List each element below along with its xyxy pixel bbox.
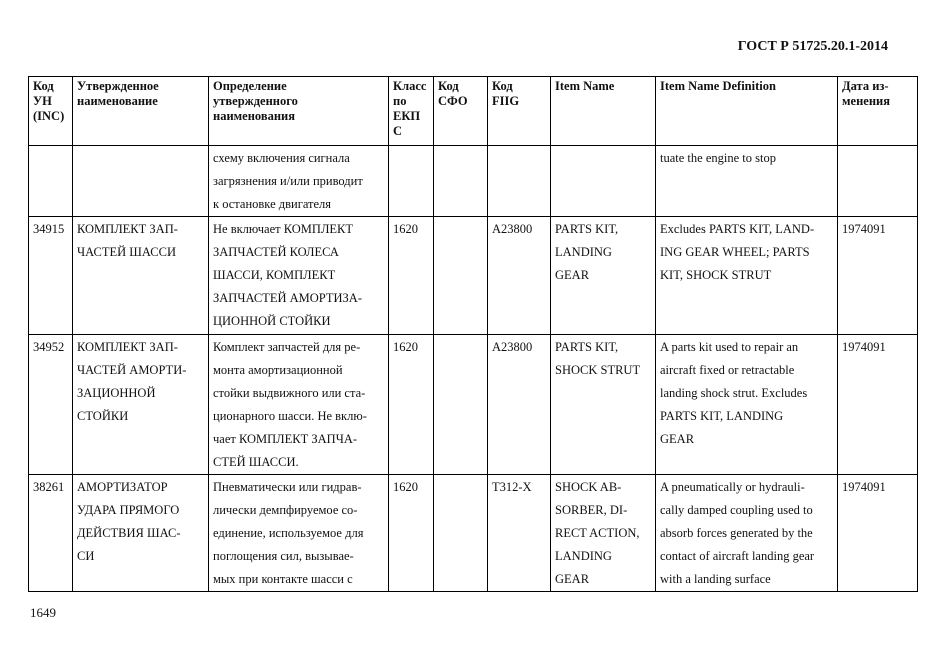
fiig-code-cell: A23800 bbox=[488, 217, 551, 335]
header-inc-code: Код УН (INC) bbox=[29, 77, 73, 146]
ekps-class-cell: 1620 bbox=[389, 335, 434, 475]
fiig-code-cell: A23800 bbox=[488, 335, 551, 475]
table-row bbox=[29, 146, 918, 217]
nomenclature-table bbox=[28, 76, 918, 592]
header-approved-name: Утвержденное наименование bbox=[73, 77, 209, 146]
name-definition-cell: Не включает КОМПЛЕКТ ЗАПЧАСТЕЙ КОЛЕСА ШАССИ, КОМПЛЕКТ ЗАПЧАСТЕЙ АМОРТИЗА- ЦИОННОЙ СТОЙКИ bbox=[209, 217, 389, 335]
header-ekps-class: Класс по ЕКП С bbox=[389, 77, 434, 146]
page-number: 1649 bbox=[30, 605, 56, 620]
header-name-definition: Определение утвержденного наименования bbox=[209, 77, 389, 146]
item-name-cell bbox=[551, 146, 656, 217]
sfo-code-cell bbox=[434, 475, 488, 592]
ekps-class-cell: 1620 bbox=[389, 475, 434, 592]
approved-name-cell bbox=[73, 146, 209, 217]
fiig-code-cell: T312-X bbox=[488, 475, 551, 592]
sfo-code-cell bbox=[434, 146, 488, 217]
header-fiig-code: Код FIIG bbox=[488, 77, 551, 146]
item-name-definition-cell: tuate the engine to stop bbox=[656, 146, 838, 217]
item-name-cell: PARTS KIT, SHOCK STRUT bbox=[551, 335, 656, 475]
table-row bbox=[29, 217, 918, 335]
table-row bbox=[29, 475, 918, 592]
item-name-definition-cell: A parts kit used to repair an aircraft fixed or retractable landing shock strut. Excludes PARTS KIT, LANDING GEAR bbox=[656, 335, 838, 475]
table-row bbox=[29, 335, 918, 475]
sfo-code-cell bbox=[434, 217, 488, 335]
ekps-class-cell bbox=[389, 146, 434, 217]
change-date-cell: 1974091 bbox=[838, 335, 918, 475]
header-sfo-code: Код СФО bbox=[434, 77, 488, 146]
name-definition-cell: Комплект запчастей для ре- монта амортизационной стойки выдвижного или ста- ционарного шасси. Не вклю- чает КОМПЛЕКТ ЗАПЧА- СТЕЙ ШАССИ. bbox=[209, 335, 389, 475]
item-name-cell: PARTS KIT, LANDING GEAR bbox=[551, 217, 656, 335]
change-date-cell: 1974091 bbox=[838, 217, 918, 335]
header-change-date: Дата из- менения bbox=[838, 77, 918, 146]
header-item-name: Item Name bbox=[551, 77, 656, 146]
approved-name-cell: АМОРТИЗАТОР УДАРА ПРЯМОГО ДЕЙСТВИЯ ШАС- СИ bbox=[73, 475, 209, 592]
change-date-cell: 1974091 bbox=[838, 475, 918, 592]
table-header-row bbox=[29, 77, 918, 146]
approved-name-cell: КОМПЛЕКТ ЗАП- ЧАСТЕЙ АМОРТИ- ЗАЦИОННОЙ СТОЙКИ bbox=[73, 335, 209, 475]
ekps-class-cell: 1620 bbox=[389, 217, 434, 335]
fiig-code-cell bbox=[488, 146, 551, 217]
item-name-cell: SHOCK AB- SORBER, DI- RECT ACTION, LANDING GEAR bbox=[551, 475, 656, 592]
name-definition-cell: Пневматически или гидрав- лически демпфируемое со- единение, используемое для поглощения сил, вызывае- мых при контакте шасси с bbox=[209, 475, 389, 592]
inc-code-cell: 34952 bbox=[29, 335, 73, 475]
inc-code-cell bbox=[29, 146, 73, 217]
name-definition-cell: схему включения сигнала загрязнения и/или приводит к остановке двигателя bbox=[209, 146, 389, 217]
change-date-cell bbox=[838, 146, 918, 217]
header-item-name-definition: Item Name Definition bbox=[656, 77, 838, 146]
inc-code-cell: 38261 bbox=[29, 475, 73, 592]
approved-name-cell: КОМПЛЕКТ ЗАП- ЧАСТЕЙ ШАССИ bbox=[73, 217, 209, 335]
sfo-code-cell bbox=[434, 335, 488, 475]
item-name-definition-cell: A pneumatically or hydrauli- cally damped coupling used to absorb forces generated by the contact of aircraft landing gear with a landing surface bbox=[656, 475, 838, 592]
inc-code-cell: 34915 bbox=[29, 217, 73, 335]
document-code: ГОСТ Р 51725.20.1-2014 bbox=[737, 39, 888, 54]
item-name-definition-cell: Excludes PARTS KIT, LAND- ING GEAR WHEEL; PARTS KIT, SHOCK STRUT bbox=[656, 217, 838, 335]
